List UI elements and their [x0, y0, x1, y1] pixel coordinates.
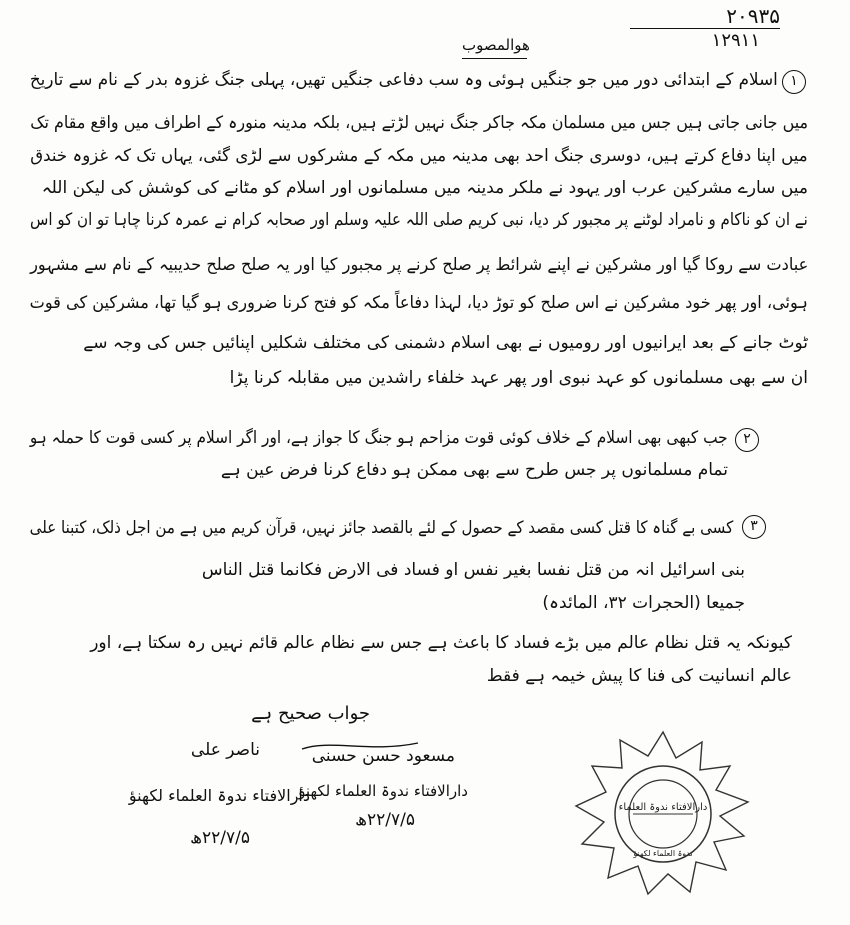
seal-ring-text: ندوۃ العلماء لکھنؤ — [633, 849, 693, 858]
answer-1-line-9: ان سے بھی مسلمانوں کو عہد نبوی اور پھر عہد خلفاء راشدین میں مقابلہ کرنا پڑا — [229, 368, 808, 388]
answer-3-line-3: جمیعا (الحجرات ۳۲، المائدہ) — [542, 593, 745, 613]
reference-number: ۲۰۹۳۵ — [726, 4, 780, 28]
answer-2-line-1: جب کبھی بھی اسلام کے خلاف کوئی قوت مزاحم ہو جنگ کا جواز ہے، اور اگر اسلام پر کسی قوت کا حملہ ہو — [30, 428, 728, 448]
signatory-office: دارالافتاء ندوۃ العلماء لکھنؤ — [298, 782, 468, 800]
answer-3-line-4: کیونکہ یہ قتل نظام عالم میں بڑے فساد کا باعث ہے جس سے نظام عالم قائم نہیں رہ سکتا ہے، اور — [90, 633, 792, 653]
answer-3-line-1: کسی بے گناہ کا قتل کسی مقصد کے حصول کے لئے بالقصد جائز نہیں، قرآن کریم میں ہے من اجل ذلک، کتبنا علی — [29, 518, 733, 538]
approver-name: ناصر علی — [190, 740, 260, 760]
seal-inner-text: دارالافتاء ندوۃ العلماء — [618, 802, 708, 813]
seal-star-outline — [576, 732, 748, 894]
answer-1-line-6: عبادت سے روکا گیا اور مشرکین نے اپنے شرائط پر صلح کرنے پر مجبور کیا اور یہ صلح صلح حدیبیہ کے نام سے مشہور — [29, 255, 808, 275]
answer-3-line-2: بنی اسرائیل انہ من قتل نفسا بغیر نفس او فساد فی الارض فکانما قتل الناس — [201, 560, 745, 580]
reference-subnumber: ۱۲۹۱۱ — [711, 30, 760, 51]
answer-1-line-4: میں سارے مشرکین عرب اور یہود نے ملکر مدینہ میں مسلمانوں اور اسلام کو مٹانے کی کوشش کی لیکن اللہ — [41, 178, 808, 198]
answer-1-line-3: میں اپنا دفاع کرتے ہیں، دوسری جنگ احد بھی مدینہ میں مکہ کے مشرکوں سے لڑی گئی، یہاں تک کہ غزوہ خندق — [30, 146, 808, 166]
signatory-underline — [300, 735, 420, 755]
heading-underline — [462, 58, 527, 59]
page-heading: ھوالمصوب — [462, 36, 530, 54]
answer-3-line-5: عالم انسانیت کی فنا کا پیش خیمہ ہے فقط — [486, 666, 792, 686]
answer-1-line-8: ٹوٹ جانے کے بعد ایرانیوں اور رومیوں نے بھی اسلام دشمنی کی مختلف شکلیں اپنائیں جس کی وجہ سے — [83, 333, 808, 353]
answer-1-line-7: ہوئی، اور پھر خود مشرکین نے اس صلح کو توڑ دیا، لہذا دفاعاً مکہ کو فتح کرنا ضروری ہو گیا تھا، مشرکین کی قوت — [29, 293, 808, 313]
reference-divider — [630, 28, 780, 29]
answer-1-line-2: میں جانی جاتی ہیں جس میں مسلمان مکہ جاکر جنگ نہیں لڑتے ہیں، بلکہ مدینہ منورہ کے اطراف میں واقع مقام تک — [30, 113, 808, 133]
answer-1-number: ۱ — [782, 70, 806, 94]
answer-2-number: ۲ — [735, 428, 759, 452]
answer-1-line-5: نے ان کو ناکام و نامراد لوٹنے پر مجبور کر دیا، نبی کریم صلی اللہ علیہ وسلم اور صحابہ کرام نے عمرہ کرنا چاہا تو ان کو اس — [30, 210, 808, 230]
approver-office: دارالافتاء ندوۃ العلماء لکھنؤ — [128, 786, 310, 805]
answer-2-line-2: تمام مسلمانوں پر جس طرح سے بھی ممکن ہو دفاع کرنا فرض عین ہے — [220, 460, 728, 480]
approval-date: ۲۲/۷/۵ھ — [190, 828, 250, 848]
official-seal — [568, 728, 758, 898]
signatory-name: مسعود حسن حسنی — [311, 746, 455, 766]
answer-3-number: ۳ — [742, 515, 766, 539]
answer-1-line-1: اسلام کے ابتدائی دور میں جو جنگیں ہوئی وہ سب دفاعی جنگیں تھیں، پہلی جنگ غزوہ بدر کے نام سے تاریخ — [30, 70, 778, 90]
signatory-date: ۲۲/۷/۵ھ — [355, 810, 415, 830]
reference-number-block — [630, 4, 780, 54]
approval-text: جواب صحیح ہے — [251, 703, 370, 724]
